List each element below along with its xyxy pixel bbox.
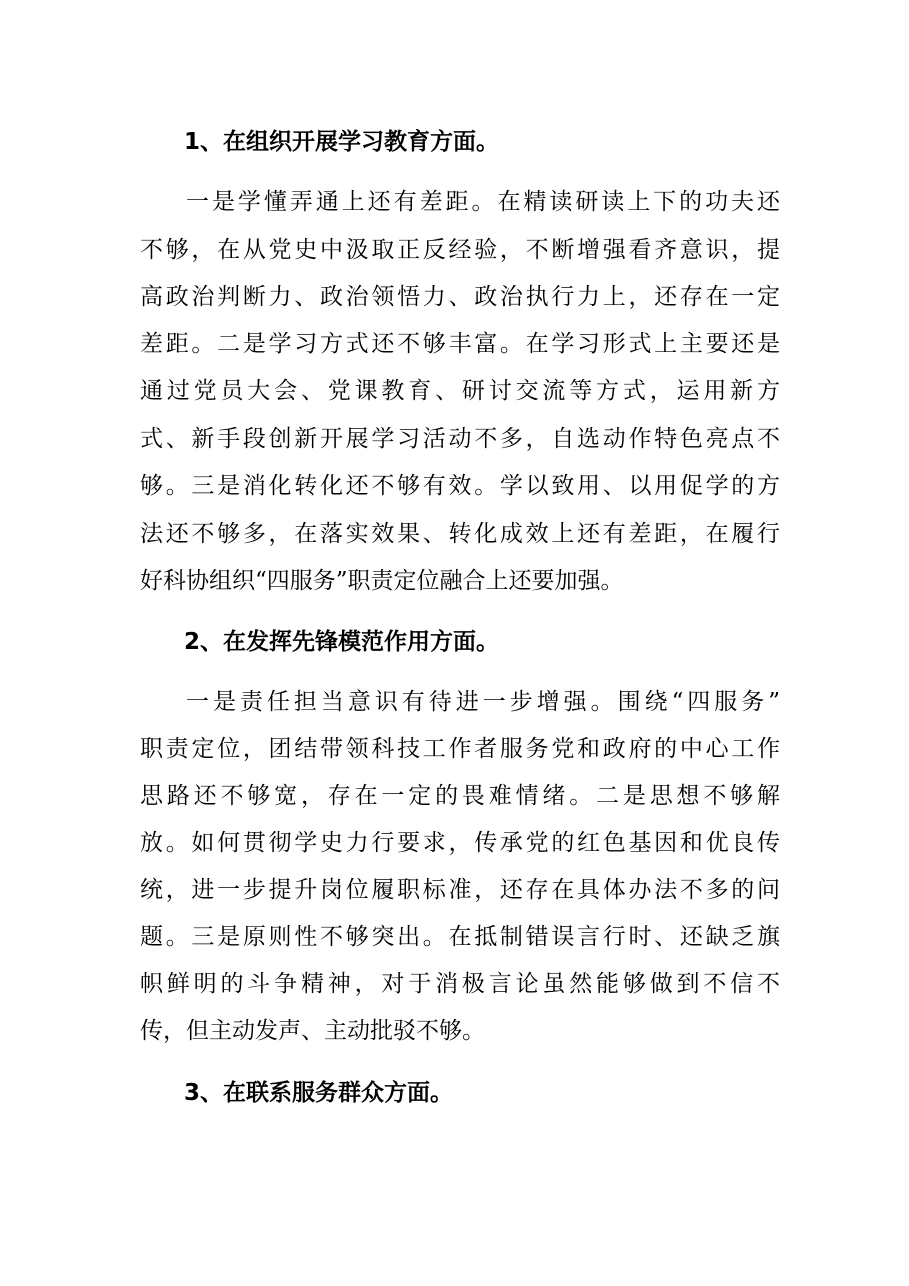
- paragraph-line: 一是学懂弄通上还有差距。在精读研读上下的功夫还: [186, 189, 780, 215]
- paragraph-line: 够。三是消化转化还不够有效。学以致用、以用促学的方: [140, 473, 780, 499]
- paragraph-line: 法还不够多，在落实效果、转化成效上还有差距，在履行: [140, 521, 780, 547]
- paragraph-line: 帜鲜明的斗争精神，对于消极言论虽然能够做到不信不: [140, 971, 780, 997]
- paragraph-line: 职责定位，团结带领科技工作者服务党和政府的中心工作: [140, 736, 780, 762]
- paragraph-line: 传，但主动发声、主动批驳不够。: [140, 1018, 485, 1044]
- paragraph-line: 一是责任担当意识有待进一步增强。围绕“四服务”: [186, 689, 780, 715]
- paragraph-line: 高政治判断力、政治领悟力、政治执行力上，还存在一定: [140, 284, 780, 310]
- paragraph-line: 放。如何贯彻学史力行要求，传承党的红色基因和优良传: [140, 830, 780, 856]
- paragraph-line: 不够，在从党史中汲取正反经验，不断增强看齐意识，提: [140, 237, 780, 263]
- paragraph-line: 题。三是原则性不够突出。在抵制错误言行时、还缺乏旗: [140, 924, 780, 950]
- section-heading-3: 3、在联系服务群众方面。: [184, 1080, 454, 1106]
- paragraph-line: 思路还不够宽，存在一定的畏难情绪。二是思想不够解: [140, 783, 780, 809]
- paragraph-line: 好科协组织“四服务”职责定位融合上还要加强。: [140, 568, 624, 594]
- paragraph-line: 式、新手段创新开展学习活动不多，自选动作特色亮点不: [140, 426, 780, 452]
- section-heading-2: 2、在发挥先锋模范作用方面。: [184, 629, 500, 655]
- paragraph-line: 统，进一步提升岗位履职标准，还存在具体办法不多的问: [140, 877, 780, 903]
- paragraph-line: 差距。二是学习方式还不够丰富。在学习形式上主要还是: [140, 331, 780, 357]
- paragraph-line: 通过党员大会、党课教育、研讨交流等方式，运用新方: [140, 378, 780, 404]
- section-heading-1: 1、在组织开展学习教育方面。: [184, 129, 500, 155]
